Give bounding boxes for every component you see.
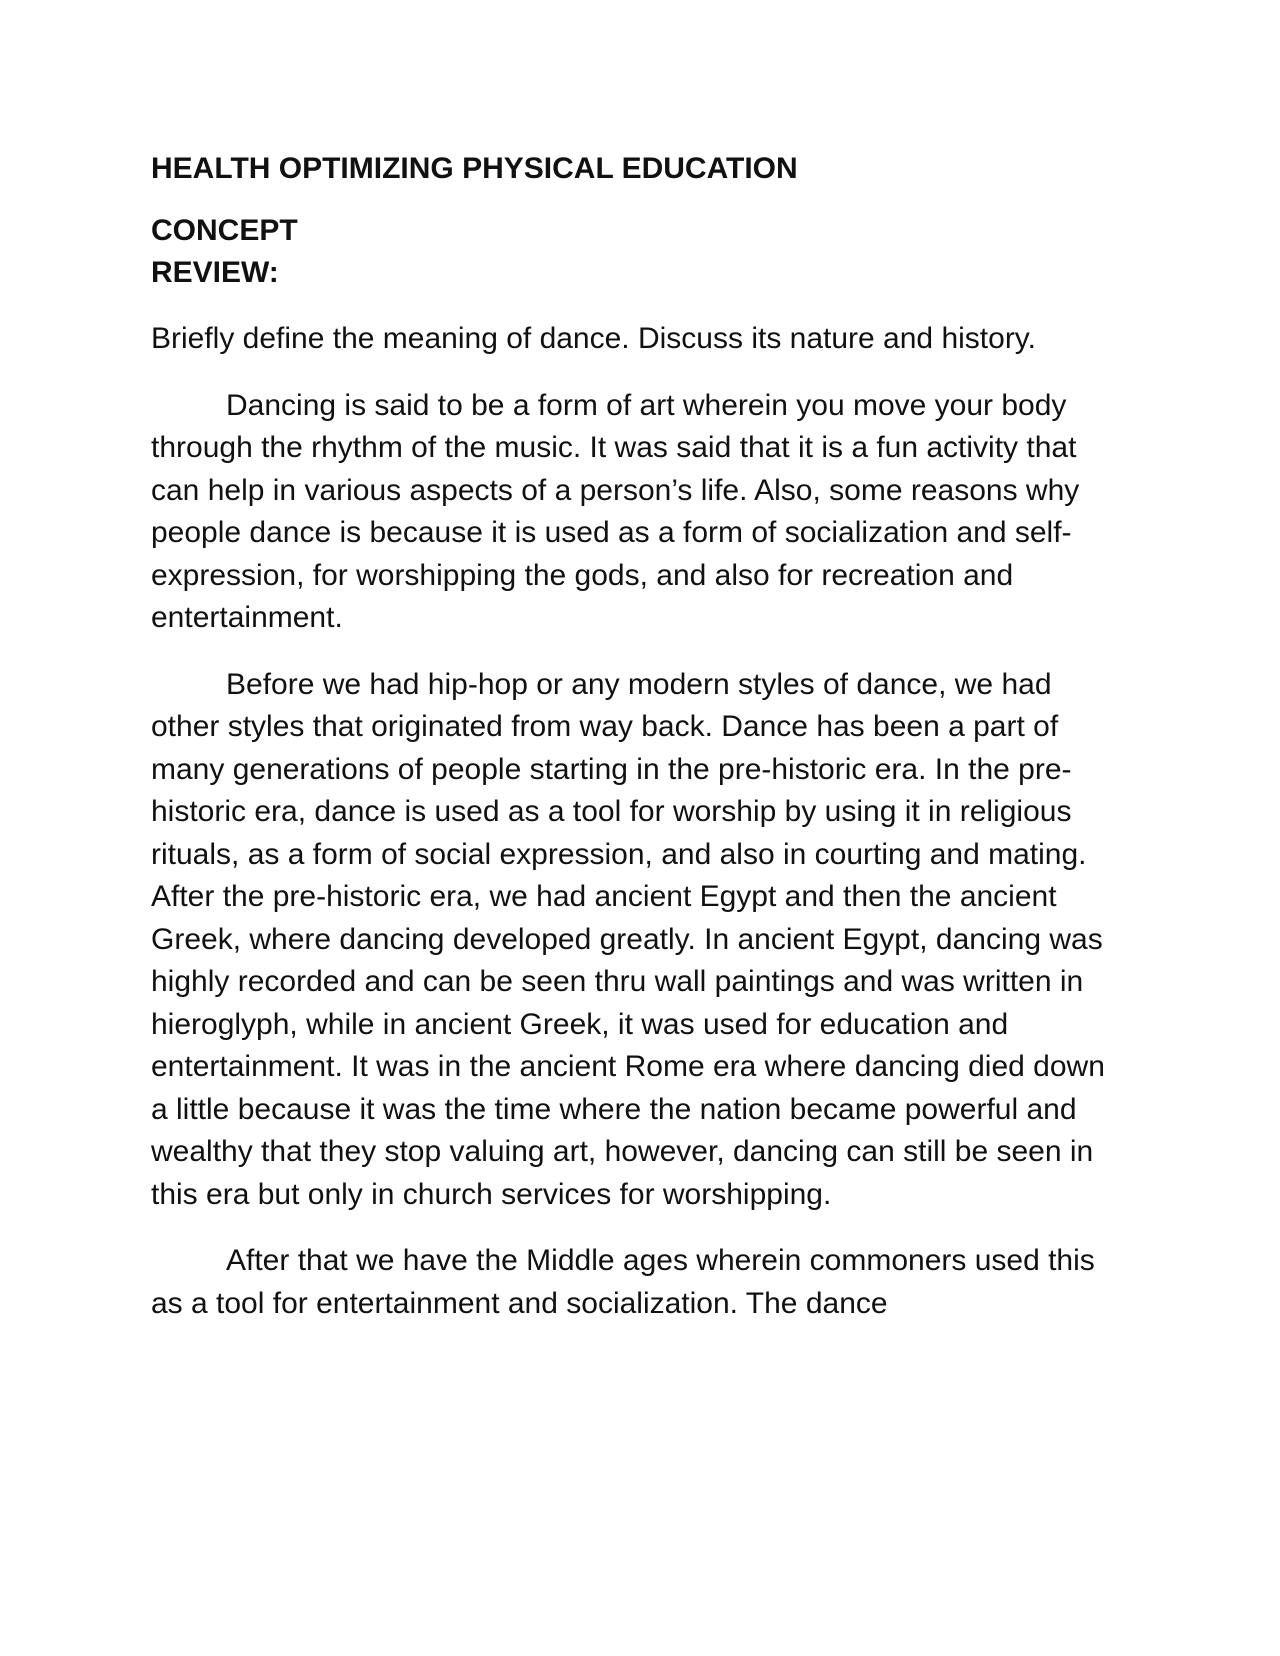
paragraph-3: After that we have the Middle ages wherein commoners used this as a tool for entertainment and socialization. The dance (151, 1244, 1095, 1320)
document-page (151, 148, 1111, 1349)
question-prompt: Briefly define the meaning of dance. Discuss its nature and history. (151, 322, 1036, 355)
paragraph-2: Before we had hip-hop or any modern styles of dance, we had other styles that originated from way back. Dance has been a part of many generations of people starting in the pre-historic era. In the pre-historic era, dance is used as a tool for worship by using it in religious rituals, as a form of social expression, and also in courting and mating. After the pre-historic era, we had ancient Egypt and then the ancient Greek, where dancing developed greatly. In ancient Egypt, dancing was highly recorded and can be seen thru wall paintings and was written in hieroglyph, while in ancient Greek, it was used for education and entertainment. It was in the ancient Rome era where dancing died down a little because it was the time where the nation became powerful and wealthy that they stop valuing art, however, dancing can still be seen in this era but only in church services for worshipping. (151, 667, 1105, 1211)
paragraph-1: Dancing is said to be a form of art wherein you move your body through the rhythm of the music. It was said that it is a fun activity that can help in various aspects of a person’s life. Also, some reasons why people dance is because it is used as a form of socialization and self-expression, for worshipping the gods, and also for recreation and entertainment. (151, 388, 1080, 634)
document-title: HEALTH OPTIMIZING PHYSICAL EDUCATION (151, 152, 798, 185)
section-heading-line-2: REVIEW: (151, 256, 279, 289)
section-heading (151, 210, 1111, 294)
section-heading-line-1: CONCEPT (151, 214, 298, 247)
